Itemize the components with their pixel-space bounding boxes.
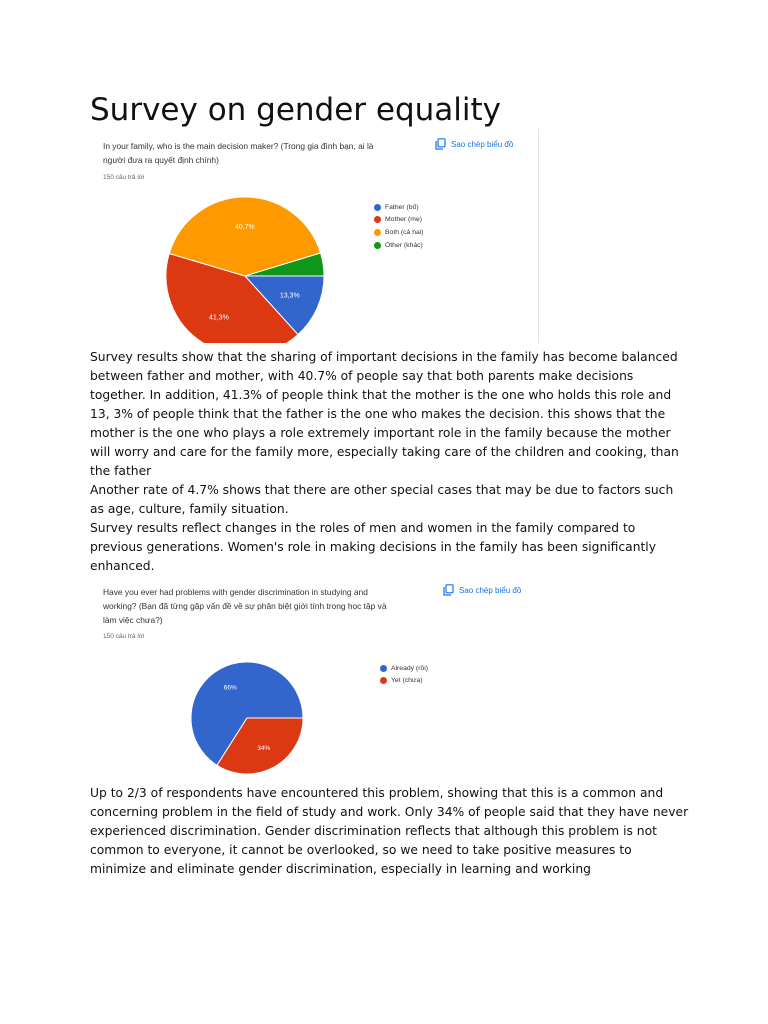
chart1-copy-button[interactable] bbox=[435, 138, 513, 150]
legend-swatch bbox=[374, 204, 381, 211]
pie-slice-label: 13,3% bbox=[279, 292, 300, 300]
legend-swatch bbox=[374, 242, 381, 249]
pie-slice-label: 40,7% bbox=[234, 223, 255, 231]
legend-item bbox=[380, 675, 428, 688]
decision-maker-chart-card bbox=[90, 129, 539, 343]
chart2-question-line: working? (Bạn đã từng gặp vấn đề về sự phân biệt giới tính trong học tập và bbox=[103, 601, 387, 611]
decision-maker-pie bbox=[165, 196, 325, 343]
legend-swatch bbox=[374, 216, 381, 223]
paragraph: Up to 2/3 of respondents have encountered this problem, showing that this is a common and concerning problem in the field of study and work. Only 34% of people said that they have never experienced discrimination. Gender discrimination reflects that although this problem is not common to everyone, it cannot be overlooked, so we need to take positive measures to minimize and eliminate gender discrimination, especially in learning and working bbox=[90, 786, 689, 876]
legend-swatch bbox=[380, 665, 387, 672]
chart2-legend bbox=[380, 662, 428, 687]
pie-slice-label: 34% bbox=[257, 745, 271, 753]
discrimination-chart-card bbox=[90, 577, 540, 780]
legend-item bbox=[374, 239, 424, 252]
legend-item bbox=[374, 226, 424, 239]
paragraph: Survey results show that the sharing of important decisions in the family has become balanced between father and mother, with 40.7% of people say that both parents make decisions together. In addition, 41.3% of people think that the mother is the one who holds this role and 13, 3% of people think that the father is the one who makes the decision. this shows that the mother is the one who plays a role extremely important role in the family because the mother will worry and care for the family more, especially taking care of the children and cooking, than the father bbox=[90, 350, 679, 478]
chart1-question-line: In your family, who is the main decision maker? (Trong gia đình bạn, ai là bbox=[103, 141, 374, 151]
legend-item bbox=[374, 201, 424, 214]
paragraph: Another rate of 4.7% shows that there are other special cases that may be due to factors such as age, culture, family situation. bbox=[90, 483, 674, 516]
chart2-copy-button[interactable] bbox=[443, 584, 521, 596]
legend-swatch bbox=[380, 677, 387, 684]
chart1-copy-label: Sao chép biểu đồ bbox=[451, 139, 514, 149]
document-title: Survey on gender equality bbox=[90, 92, 502, 128]
discrimination-pie bbox=[190, 661, 304, 775]
legend-label: Other (khác) bbox=[385, 241, 423, 249]
chart2-question bbox=[103, 585, 387, 627]
chart2-copy-label: Sao chép biểu đồ bbox=[459, 585, 522, 595]
paragraph: Survey results reflect changes in the roles of men and women in the family compared to previous generations. Women's role in making decisions in the family has been significantly enhanced. bbox=[90, 521, 657, 573]
copy-icon bbox=[435, 138, 446, 150]
legend-label: Yet (chưa) bbox=[391, 677, 423, 685]
legend-item bbox=[380, 662, 428, 675]
chart2-question-line: Have you ever had problems with gender discrimination in studying and bbox=[103, 587, 368, 597]
legend-label: Mother (mẹ) bbox=[385, 216, 423, 224]
paragraph-block-1 bbox=[90, 348, 690, 576]
chart1-legend bbox=[374, 201, 424, 251]
chart1-question-line: người đưa ra quyết định chính) bbox=[103, 155, 219, 165]
paragraph-block-2 bbox=[90, 784, 690, 879]
legend-label: Both (cả hai) bbox=[385, 228, 424, 236]
copy-icon bbox=[443, 584, 454, 596]
chart2-question-line: làm việc chưa?) bbox=[103, 615, 163, 625]
legend-item bbox=[374, 214, 424, 227]
legend-label: Father (bố) bbox=[385, 203, 419, 211]
chart1-response-count: 150 câu trả lời bbox=[103, 174, 145, 181]
legend-swatch bbox=[374, 229, 381, 236]
legend-label: Already (rồi) bbox=[391, 664, 429, 672]
chart2-response-count: 150 câu trả lời bbox=[103, 633, 145, 640]
chart1-question bbox=[103, 139, 373, 167]
pie-slice-label: 41,3% bbox=[208, 314, 229, 322]
pie-slice-label: 66% bbox=[223, 684, 237, 692]
